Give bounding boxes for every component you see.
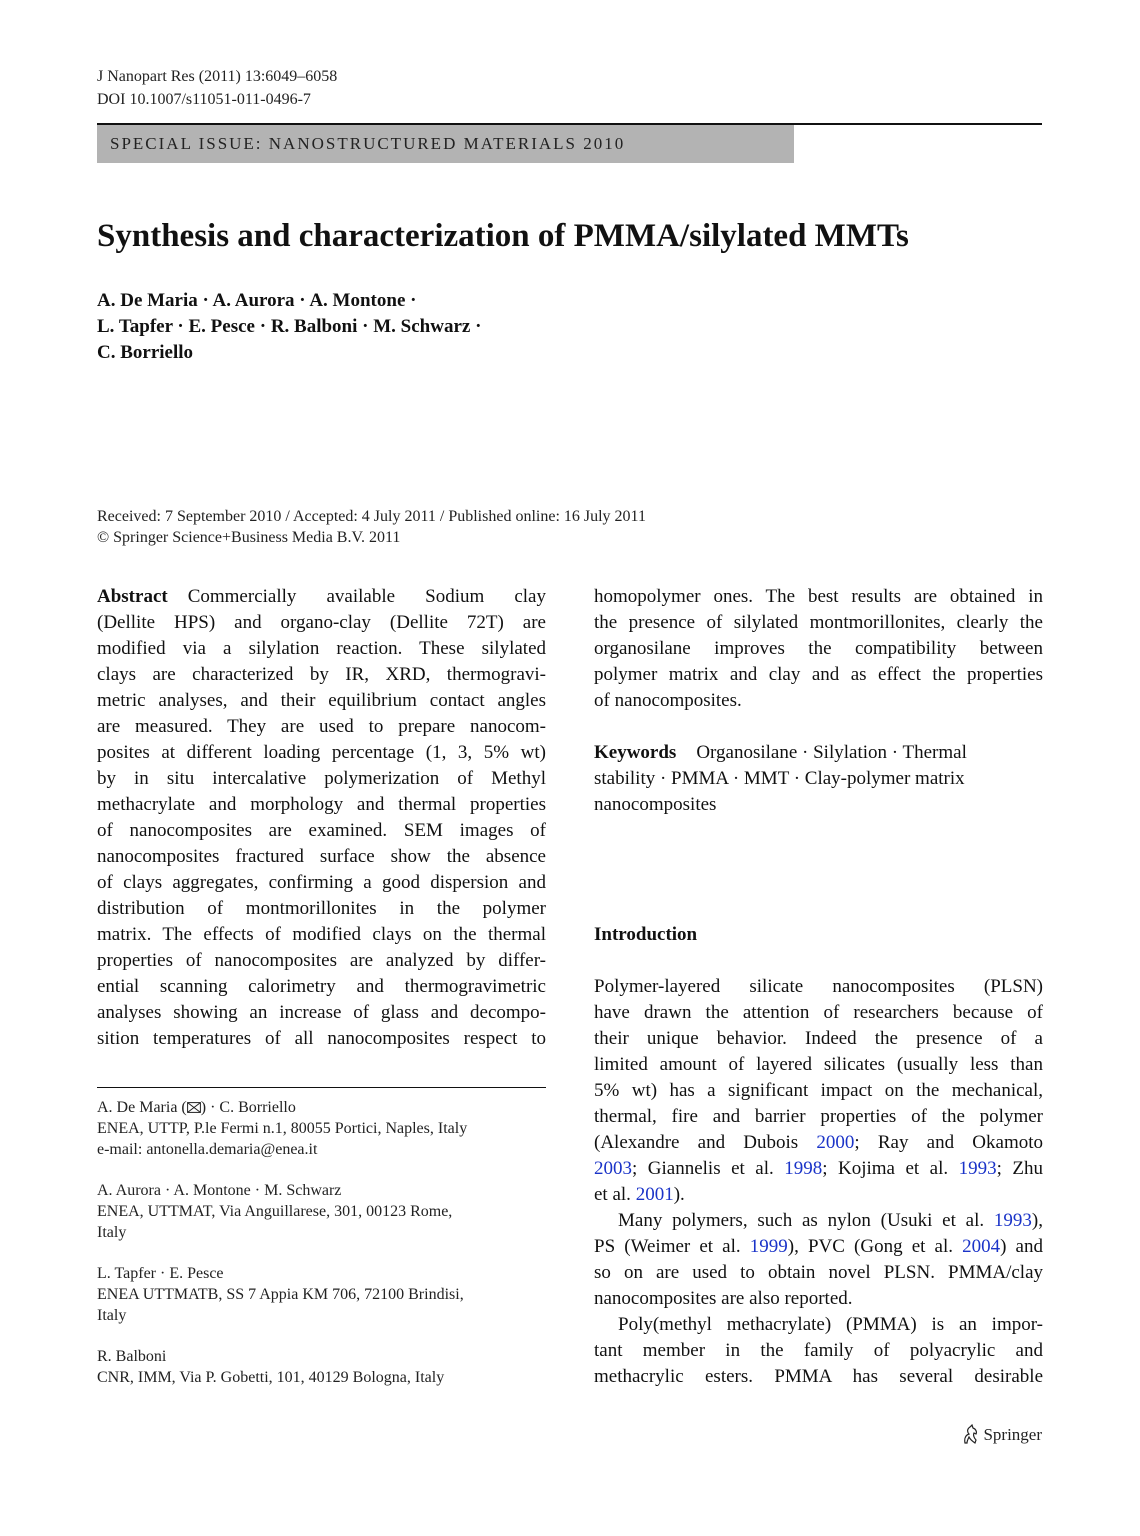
affiliation-address: Italy xyxy=(97,1307,127,1324)
envelope-icon xyxy=(187,1099,201,1116)
abstract-line: are measured. They are used to prepare nanocom- xyxy=(97,716,546,737)
affiliation-address: ENEA UTTMATB, SS 7 Appia KM 706, 72100 Brindisi, xyxy=(97,1286,464,1303)
affiliation-names: R. Balboni xyxy=(97,1348,167,1365)
body-line: (Alexandre and Dubois 2000; Ray and Okamoto xyxy=(594,1132,1043,1153)
abstract-line: properties of nanocomposites are analyzed by differ- xyxy=(97,950,546,971)
doi: DOI 10.1007/s11051-011-0496-7 xyxy=(97,91,311,108)
abstract-line: posites at different loading percentage (1, 3, 5% wt) xyxy=(97,742,546,763)
body-line: methacrylic esters. PMMA has several desirable xyxy=(594,1366,1043,1387)
abstract-line: metric analyses, and their equilibrium contact angles xyxy=(97,690,546,711)
publication-history: Received: 7 September 2010 / Accepted: 4 July 2011 / Published online: 16 July 2011 xyxy=(97,508,646,525)
abstract-line: analyses showing an increase of glass and decompo- xyxy=(97,1002,546,1023)
abstract-line: of nanocomposites. xyxy=(594,690,742,711)
abstract-line: clays are characterized by IR, XRD, thermogravi- xyxy=(97,664,546,685)
citation-link[interactable]: 1999 xyxy=(749,1236,788,1257)
affiliation-names: L. Tapfer · E. Pesce xyxy=(97,1265,224,1282)
body-line: thermal, fire and barrier properties of the polymer xyxy=(594,1106,1043,1127)
keywords xyxy=(594,740,1043,818)
body-line: Many polymers, such as nylon (Usuki et al. 1993), xyxy=(618,1210,1043,1231)
abstract-line: of clays aggregates, confirming a good dispersion and xyxy=(97,872,546,893)
affiliation-address: CNR, IMM, Via P. Gobetti, 101, 40129 Bologna, Italy xyxy=(97,1369,445,1386)
affiliation-address: Italy xyxy=(97,1224,127,1241)
special-issue-banner: SPECIAL ISSUE: NANOSTRUCTURED MATERIALS 2010 xyxy=(97,125,794,163)
journal-citation: J Nanopart Res (2011) 13:6049–6058 xyxy=(97,68,338,85)
abstract-line: distribution of montmorillonites in the polymer xyxy=(97,898,546,919)
affiliation-address: ENEA, UTTMAT, Via Anguillarese, 301, 00123 Rome, xyxy=(97,1203,453,1220)
abstract-continued xyxy=(594,584,1043,818)
author-line: L. Tapfer · E. Pesce · R. Balboni · M. Schwarz · xyxy=(97,316,482,337)
body-line: their unique behavior. Indeed the presence of a xyxy=(594,1028,1043,1049)
abstract-line: organosilane improves the compatibility between xyxy=(594,638,1043,659)
abstract-line: the presence of silylated montmorillonites, clearly the xyxy=(594,612,1043,633)
affiliation xyxy=(97,1263,546,1326)
body-line: nanocomposites are also reported. xyxy=(594,1288,853,1309)
author-line: C. Borriello xyxy=(97,342,194,363)
abstract-line: methacrylate and morphology and thermal properties xyxy=(97,794,546,815)
affiliation-names: A. Aurora · A. Montone · M. Schwarz xyxy=(97,1182,342,1199)
citation-link[interactable]: 1993 xyxy=(993,1210,1032,1231)
corresponding-email[interactable]: e-mail: antonella.demaria@enea.it xyxy=(97,1141,318,1158)
section-heading-introduction: Introduction xyxy=(594,924,698,945)
abstract-line: ential scanning calorimetry and thermogravimetric xyxy=(97,976,546,997)
abstract-label: Abstract xyxy=(97,586,168,607)
body-line: Poly(methyl methacrylate) (PMMA) is an impor- xyxy=(618,1314,1043,1335)
author-line: A. De Maria · A. Aurora · A. Montone · xyxy=(97,290,417,311)
keywords-line: stability · PMMA · MMT · Clay-polymer matrix xyxy=(594,768,965,789)
abstract-line: (Dellite HPS) and organo-clay (Dellite 72T) are xyxy=(97,612,546,633)
affiliation-names: A. De Maria ( ) · C. Borriello xyxy=(97,1099,296,1116)
body-line: 2003; Giannelis et al. 1998; Kojima et al. 1993; Zhu xyxy=(594,1158,1043,1179)
abstract xyxy=(97,584,546,1052)
springer-horse-icon xyxy=(961,1425,983,1444)
footnote-rule xyxy=(97,1087,546,1088)
paper-title: Synthesis and characterization of PMMA/silylated MMTs xyxy=(97,218,909,254)
abstract-line: polymer matrix and clay and as effect the properties xyxy=(594,664,1043,685)
affiliation-address: ENEA, UTTP, P.le Fermi n.1, 80055 Portici, Naples, Italy xyxy=(97,1120,468,1137)
keywords-line: Keywords Organosilane · Silylation · Thermal xyxy=(594,742,967,763)
citation-link[interactable]: 2004 xyxy=(962,1236,1001,1257)
abstract-line: sition temperatures of all nanocomposites respect to xyxy=(97,1028,546,1049)
citation-link[interactable]: 2000 xyxy=(816,1132,855,1153)
citation-link[interactable]: 2001 xyxy=(635,1184,674,1205)
abstract-line: matrix. The effects of modified clays on the thermal xyxy=(97,924,546,945)
abstract-line: by in situ intercalative polymerization of Methyl xyxy=(97,768,546,789)
citation-link[interactable]: 1998 xyxy=(784,1158,823,1179)
body-line: have drawn the attention of researchers because of xyxy=(594,1002,1043,1023)
affiliation xyxy=(97,1097,546,1160)
abstract-line: nanocomposites fractured surface show the absence xyxy=(97,846,546,867)
body-line: PS (Weimer et al. 1999), PVC (Gong et al. 2004) and xyxy=(594,1236,1043,1257)
citation-link[interactable]: 2003 xyxy=(594,1158,632,1179)
body-line: tant member in the family of polyacrylic and xyxy=(594,1340,1043,1361)
body-line: et al. 2001). xyxy=(594,1184,685,1205)
affiliations xyxy=(97,1097,546,1408)
abstract-line: modified via a silylation reaction. These silylated xyxy=(97,638,546,659)
body-line: so on are used to obtain novel PLSN. PMMA/clay xyxy=(594,1262,1043,1283)
abstract-line: Abstract Commercially available Sodium clay xyxy=(97,586,546,607)
keywords-line: nanocomposites xyxy=(594,794,717,815)
copyright-notice: © Springer Science+Business Media B.V. 2011 xyxy=(97,529,401,546)
affiliation xyxy=(97,1346,546,1388)
abstract-line: homopolymer ones. The best results are obtained in xyxy=(594,586,1043,607)
abstract-line: of nanocomposites are examined. SEM images of xyxy=(97,820,546,841)
author-list xyxy=(97,288,697,366)
body-line: 5% wt) has a significant impact on the mechanical, xyxy=(594,1080,1043,1101)
publisher-logo: Springer xyxy=(961,1424,1042,1446)
introduction-body xyxy=(594,974,1043,1390)
body-line: Polymer-layered silicate nanocomposites (PLSN) xyxy=(594,976,1043,997)
affiliation xyxy=(97,1180,546,1243)
body-line: limited amount of layered silicates (usually less than xyxy=(594,1054,1043,1075)
citation-link[interactable]: 1993 xyxy=(958,1158,997,1179)
keywords-label: Keywords xyxy=(594,742,677,763)
